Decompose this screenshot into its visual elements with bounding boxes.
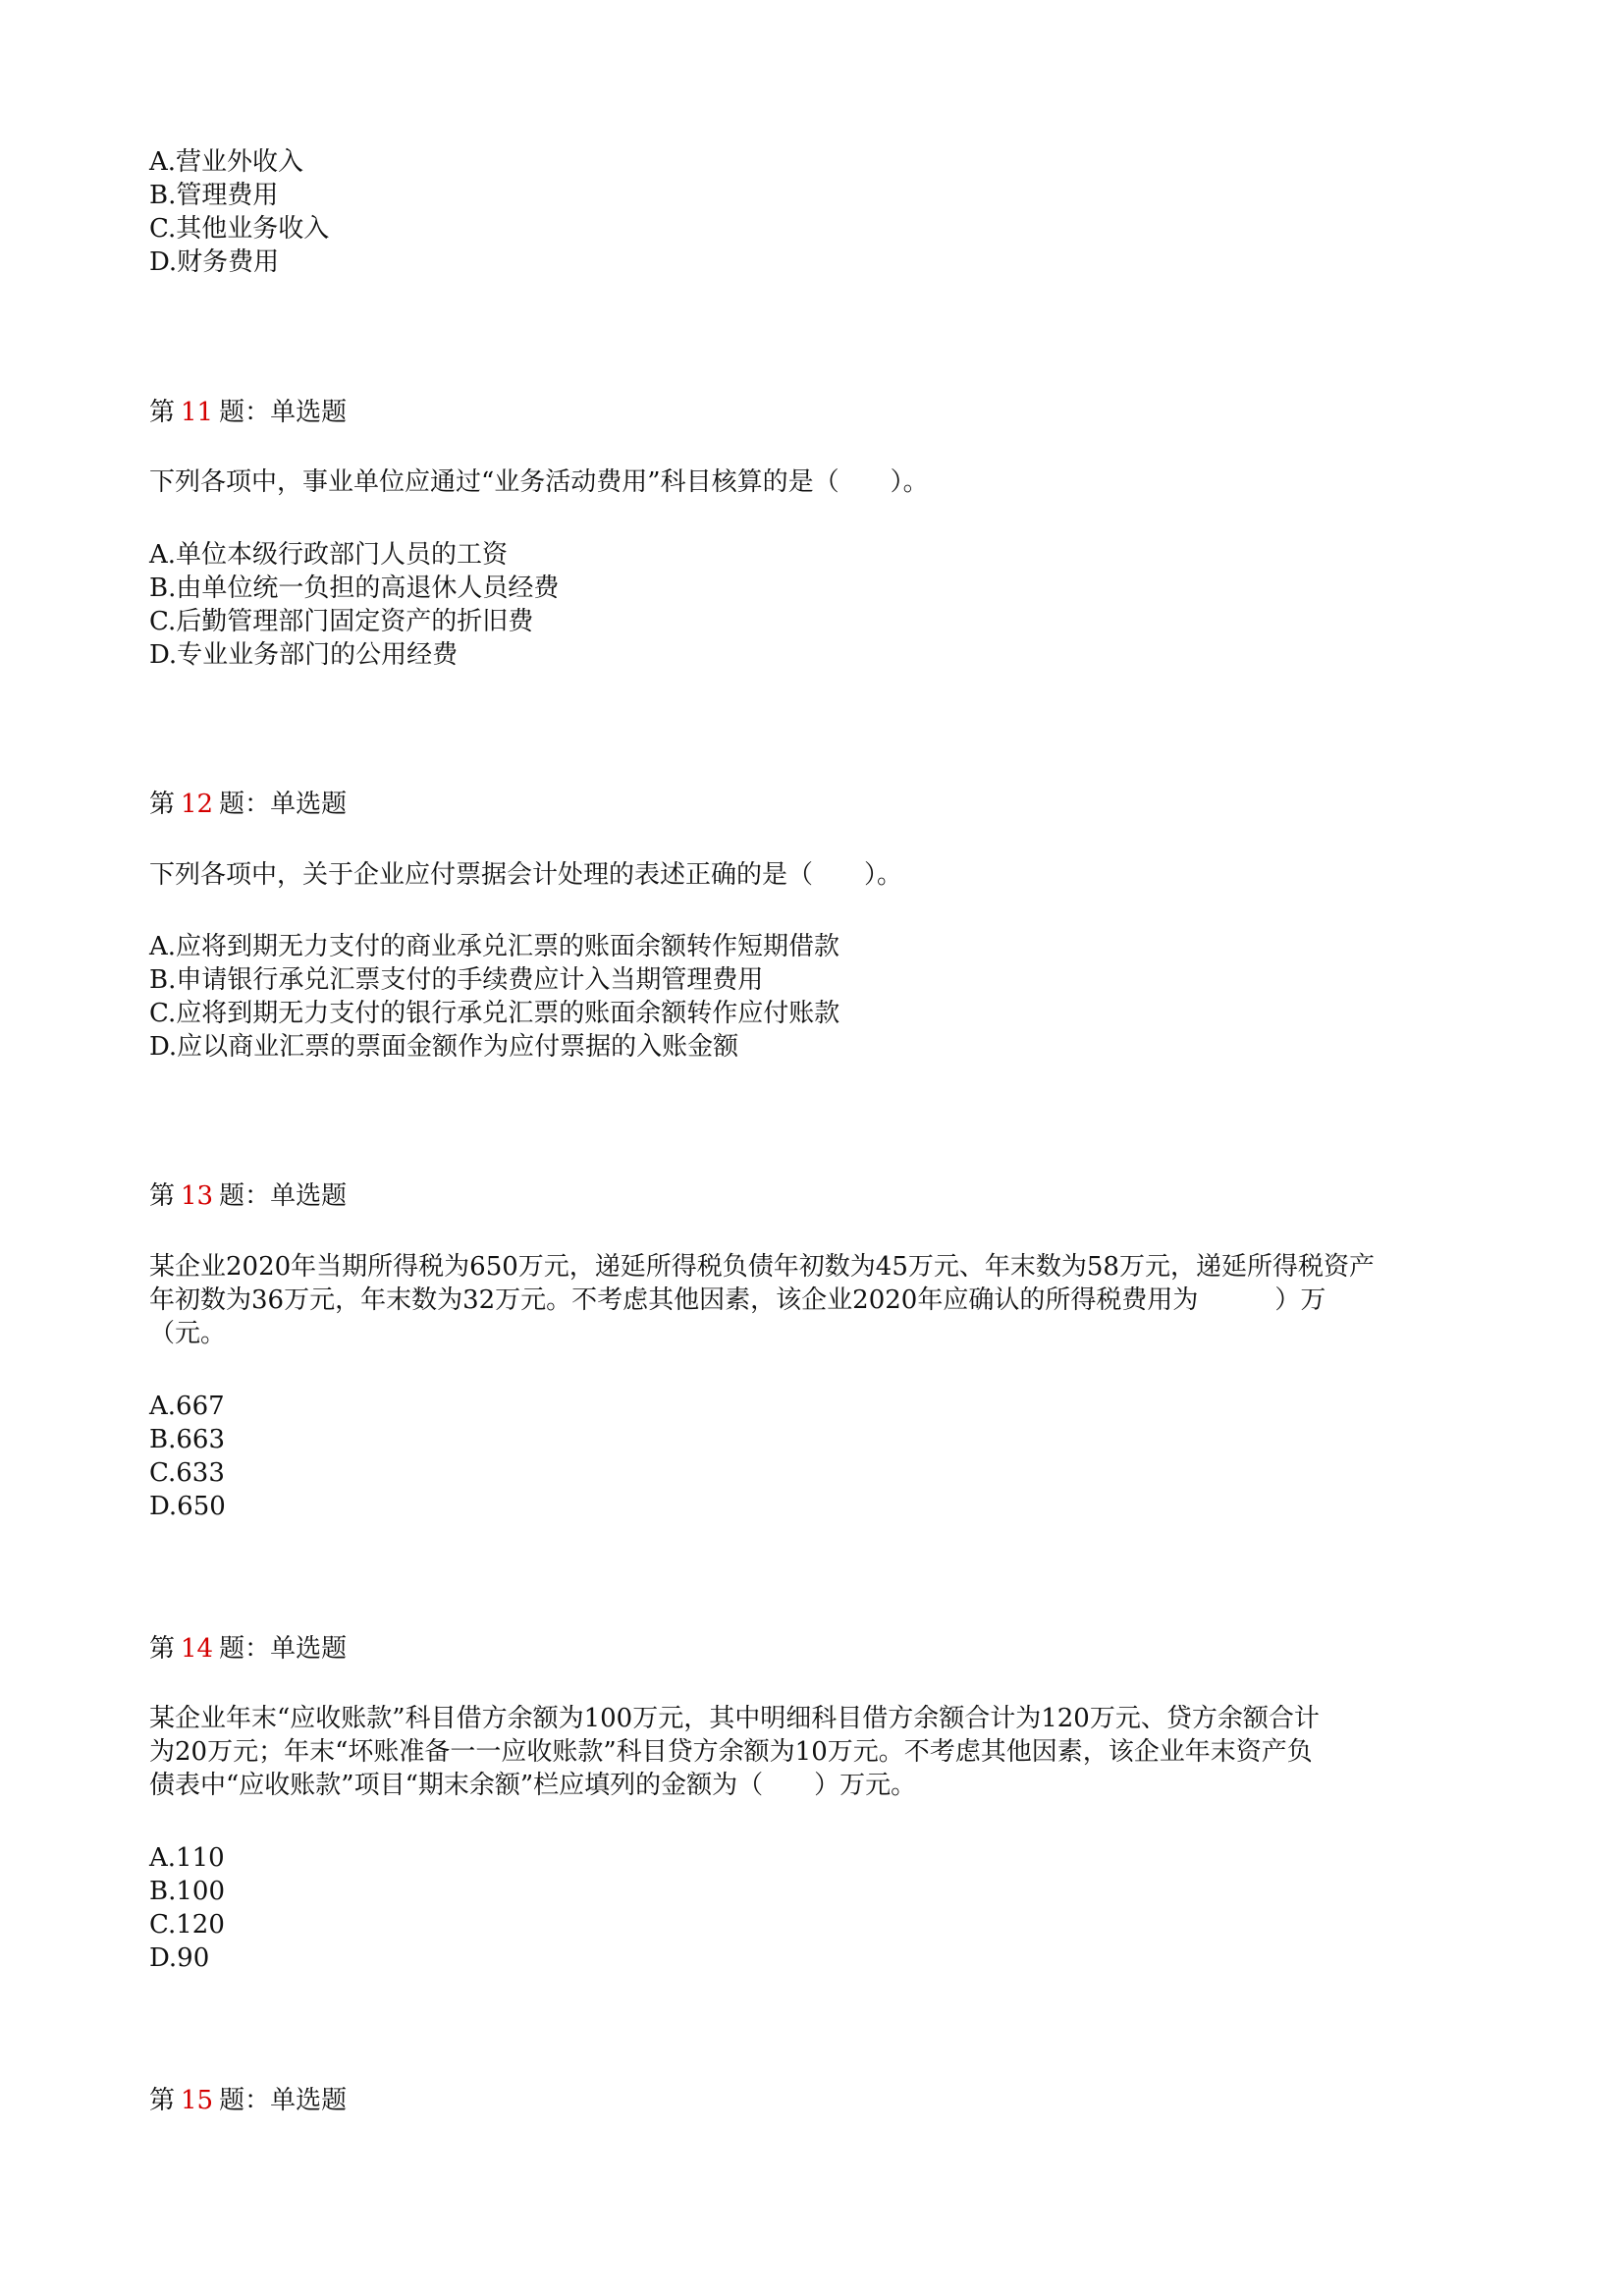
option-a: A.营业外收入	[149, 147, 304, 177]
question-prefix: 第	[149, 1181, 176, 1211]
option-a: A.110	[149, 1843, 225, 1873]
question-number: 11	[181, 398, 214, 427]
question-13-text	[149, 1250, 1504, 1350]
question-number: 13	[181, 1181, 214, 1211]
question-text-line: 下列各项中，关于企业应付票据会计处理的表述正确的是（ ）。	[149, 860, 903, 890]
question-13-header	[149, 1179, 1504, 1213]
question-12-options	[149, 930, 1504, 1064]
option-a: A.应将到期无力支付的商业承兑汇票的账面余额转作短期借款	[149, 932, 840, 961]
question-text-line: 下列各项中，事业单位应通过“业务活动费用”科目核算的是（ ）。	[149, 467, 929, 497]
option-b: B.663	[149, 1425, 225, 1454]
option-c: C.633	[149, 1458, 225, 1488]
option-a: A.667	[149, 1392, 225, 1421]
option-d: D.专业业务部门的公用经费	[149, 640, 459, 670]
option-b: B.管理费用	[149, 181, 279, 210]
question-prefix: 第	[149, 790, 176, 819]
question-14-options	[149, 1841, 1504, 1975]
option-b: B.申请银行承兑汇票支付的手续费应计入当期管理费用	[149, 965, 764, 995]
option-c: C.后勤管理部门固定资产的折旧费	[149, 607, 534, 636]
question-number: 15	[181, 2086, 214, 2115]
question-number: 14	[181, 1634, 214, 1664]
question-15-header	[149, 2084, 1504, 2117]
question-text-line: 某企业年末“应收账款”科目借方余额为100万元，其中明细科目借方余额合计为120万元、贷方余额合计	[149, 1704, 1320, 1733]
option-a: A.单位本级行政部门人员的工资	[149, 540, 509, 570]
option-d: D.应以商业汇票的票面金额作为应付票据的入账金额	[149, 1032, 739, 1062]
prev-question-options	[149, 145, 1504, 279]
question-14-text	[149, 1702, 1504, 1802]
question-type: 题：单选题	[219, 790, 348, 819]
question-prefix: 第	[149, 1634, 176, 1664]
question-number: 12	[181, 790, 214, 819]
option-d: D.650	[149, 1492, 226, 1521]
question-12-header	[149, 788, 1504, 821]
question-14-header	[149, 1632, 1504, 1666]
option-c: C.应将到期无力支付的银行承兑汇票的账面余额转作应付账款	[149, 999, 840, 1028]
option-b: B.100	[149, 1877, 225, 1906]
question-text-line: 为20万元；年末“坏账准备一一应收账款”科目贷方余额为10万元。不考虑其他因素，该企业年末资产负	[149, 1737, 1313, 1767]
question-text-line: 年初数为36万元，年末数为32万元。不考虑其他因素，该企业2020年应确认的所得税费用为 ）万	[149, 1285, 1326, 1315]
question-type: 题：单选题	[219, 398, 348, 427]
question-text-line: （元。	[149, 1319, 227, 1348]
question-text-line: 某企业2020年当期所得税为650万元，递延所得税负债年初数为45万元、年末数为58万元，递延所得税资产	[149, 1252, 1375, 1282]
question-11-options	[149, 538, 1504, 672]
option-d: D.90	[149, 1943, 210, 1973]
question-type: 题：单选题	[219, 2086, 348, 2115]
question-text-line: 债表中“应收账款”项目“期末余额”栏应填列的金额为（ ）万元。	[149, 1771, 917, 1800]
question-type: 题：单选题	[219, 1181, 348, 1211]
question-11-header	[149, 396, 1504, 429]
option-b: B.由单位统一负担的高退休人员经费	[149, 574, 560, 603]
question-type: 题：单选题	[219, 1634, 348, 1664]
question-prefix: 第	[149, 2086, 176, 2115]
question-13-options	[149, 1390, 1504, 1523]
option-c: C.其他业务收入	[149, 214, 330, 244]
question-12-text	[149, 858, 1504, 892]
option-d: D.财务费用	[149, 247, 280, 277]
option-c: C.120	[149, 1910, 225, 1940]
question-prefix: 第	[149, 398, 176, 427]
question-11-text	[149, 465, 1504, 499]
